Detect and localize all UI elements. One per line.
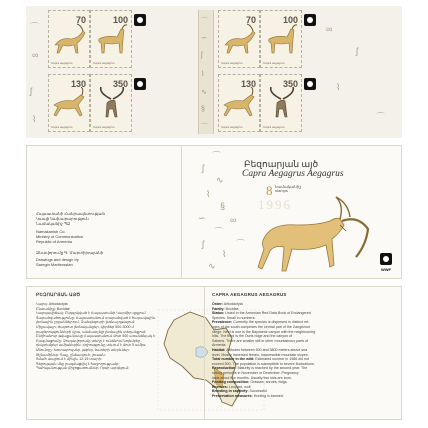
info-line-value: Artiodactyla [223,302,243,306]
petroglyph-glyph: ∿ [208,261,216,271]
credit-line: Ձևավորումը Գ. Մարտիրոսյանի [36,250,104,255]
petroglyph-glyph: ⌇ [32,114,37,124]
ibex-horned-icon [93,87,131,127]
stamp-value: 70 [75,15,86,25]
info-line-value: Bovidae [225,306,239,311]
info-line-value: Sabens. There are smaller still in other mountainous parts of [212,338,309,343]
stamp-value: 100 [112,15,128,25]
stamp-sheet [26,6,402,138]
petroglyph-glyph: ∞ [326,24,333,34]
credit-line: Saregin Martirossian [36,262,73,267]
info-text-english [212,302,315,398]
ibex-standing-icon [263,23,301,57]
credit-line: Drawings and design by [36,257,79,262]
wwf-panda-icon [380,253,392,265]
info-line-key: Feeding composition: [212,380,250,385]
petroglyph-glyph: ⌒ [236,239,246,249]
info-line: Բազմացումը: Զուգավորումը տեղի է ունենում նոյեմբեր- [36,338,142,343]
info-heading-armenian: ԲԵԶՈԱՐՅԱՆ ԱՅԾ [36,292,81,297]
info-line-value: Armenia. [212,343,227,348]
stamp-caption: Capra aegagrus [93,61,115,65]
stamp-ibex-standing[interactable] [90,10,132,68]
stamp-value: 70 [245,15,256,25]
petroglyph-glyph: ∿ [201,89,207,96]
stamp-value: 130 [70,79,86,89]
info-text-armenian [36,302,156,371]
info-line-key: Enemies: [212,384,228,389]
credit-line: Namakanish Co. [36,229,66,234]
petroglyph-glyph: ⌒ [376,112,386,122]
stamp-caption: Capra aegagrus [263,125,285,129]
petroglyph-glyph: ʃ [30,86,32,96]
info-line: դեկտեմբեր ամիսներին: Հղիությունը տևում է մոտ 5 ամիս: [36,343,147,348]
issue-year: 1996 [258,197,292,212]
stamp-count: 8 [266,183,273,198]
stamp-caption: Capra aegagrus [221,61,243,65]
ibex-leaping-icon [221,23,259,57]
stamp-value: 350 [112,79,128,89]
credit-line: Հայաստանի Հանրապետության [36,211,106,216]
petroglyph-glyph: ∽ [201,35,207,42]
info-line-value: lasts about five months. Usually two kids are born. [212,375,292,380]
petroglyph-glyph: ⌒ [212,151,222,161]
petroglyph-glyph: ⌇ [336,82,341,92]
info-line-value: Species. Small in numbers. [212,315,256,320]
info-line: Թշնամիներ: Գայլ, ընձառյուծ, լուսան: [36,352,106,357]
credit-line: Republic of Armenia [36,239,72,244]
info-line: Ընտանիք: Bovidae [36,306,70,311]
info-line-key: Status: [212,311,225,316]
petroglyph-glyph: ∿ [216,175,224,185]
info-line-key: Preservation measures: [212,393,253,398]
petroglyph-glyph: ∞ [230,215,237,225]
info-line-value: Grasses, shrubs, twigs. [250,380,288,385]
petroglyph-glyph: ∞ [32,50,39,60]
petroglyph-glyph: ⌇ [201,71,205,78]
credit-line: Նամականիշ ՊՁ [36,221,71,226]
stamp-caption: Capra aegagrus [51,125,73,129]
info-line: Ցմահ ապրում է մինչև 12-15 տարի: [36,357,102,362]
info-line-value: hills. The third is the Ouris ridge and the canyon of [212,334,293,339]
petroglyph-glyph: ⌇ [222,249,227,259]
petroglyph-glyph: ⌒ [201,124,208,131]
info-panel [26,286,402,420]
ibex-running-icon [221,87,259,121]
stamp-value: 350 [282,79,298,89]
wwf-label: WWF [381,267,391,272]
info-line-value: Successful [249,389,267,394]
info-line-value: range. Next is one is the Bayosenz canyon with the neighbouring [212,329,316,334]
stamp-value: 100 [282,15,298,25]
info-line: Պահպանության միջոցառումներ: Որսի արգելում: [36,366,130,371]
info-line [212,394,315,399]
ibex-standing-icon [93,23,131,57]
stamp-ibex-running[interactable] [218,74,260,132]
info-line-key: Reproduction: [212,366,237,371]
stamp-ibex-leaping[interactable] [218,10,260,68]
ibex-leaping-icon [51,23,89,57]
info-line: Կարգ: Artiodactyla [36,302,68,306]
stamp-value: 130 [240,79,256,89]
info-line-key: Total number in the wild: [212,357,255,362]
petroglyph-glyph: ⌒ [201,18,208,25]
petroglyph-glyph: ∽ [198,213,206,223]
info-line: Ընդհանուր թվաքանակը Հայաստանում մոտ 500 առանձնյակ է: [36,334,156,339]
stamp-ibex-leaping[interactable] [48,10,90,68]
petroglyph-glyph: ʃ [201,52,203,59]
stamp-caption: Capra aegagrus [51,61,73,65]
ibex-running-icon [51,87,89,121]
info-line: Տարածվածությունը: Հայաստանում տարածված է հարավային [36,315,155,320]
credit-line: Ministry of Communication [36,234,84,239]
info-line-key: Prevalence: [212,320,233,325]
info-line-key: Family: [212,306,225,311]
info-line-value: Leopard, wolf. [228,384,252,389]
stamp-count-label [275,185,301,193]
cover-title-latin: Capra Aegagrus Aegagrus [242,169,344,179]
info-heading-latin: CAPRA AEGAGRUS AEGAGRUS [212,292,287,297]
petroglyph-glyph: § [201,106,205,113]
stamp-caption: Capra aegagrus [221,125,243,129]
info-line-value: uges of the south comprises the central part of the Zangezour [212,324,311,329]
petroglyph-glyph: § [220,201,226,211]
info-line: լեռնային շրջաններում, Զանգեզուրի լեռնաշղթայում: [36,320,136,325]
petroglyph-glyph: ʃ [356,46,358,56]
info-line: Կարգավիճակ: Ընդգրկված է Հայաստանի Կարմիր գրքում [36,311,146,316]
stamp-ibex-horned[interactable] [260,74,302,132]
info-line-value: Listed in the Armenian Red Data Book of Endangered [225,311,311,316]
credit-line: Կապի նախարարություն [36,216,89,221]
ibex-illustration-icon [248,195,372,277]
fold-line [204,286,205,420]
wwf-panda-icon [304,14,316,26]
info-line: Գերության մեջ բազմացվել է հաջողությամբ: [36,361,120,366]
info-line: Միջավայր: Ժայռոտ լեռնալանջեր, կիրճեր 500-3000 մ [36,324,134,329]
wwf-panda-icon [304,78,316,90]
cover-title-armenian: Բեզոարյան այծ [244,159,319,169]
sheet-gutter-strip [198,10,214,134]
credits-block [36,211,105,267]
info-line-key: Breeding in captivity: [212,389,249,394]
stamp-count-label-am: նամականիշ [275,184,302,189]
info-line: բարձրությունների վրա, անմատչելի լեռնային տեղանքում: [36,329,147,334]
petroglyph-glyph: ⌇ [206,189,211,199]
stamp-caption: Capra aegagrus [93,125,115,129]
wwf-panda-icon [134,78,146,90]
petroglyph-glyph: ʃ [202,163,204,173]
info-line-value: rutting period is in November or December. Pregnancy [212,370,299,375]
wwf-panda-icon [134,14,146,26]
booklet-cover [26,145,402,279]
info-line: Սնունդը: Խոտաբույսեր, թփեր, ծառերի տերևներ: [36,347,130,352]
stamp-caption: Capra aegagrus [263,61,285,65]
petroglyph-glyph: ʃ [202,239,204,249]
info-line-value: Estimated number in 1986 did not [255,357,310,362]
ibex-horned-icon [263,87,301,127]
info-line-value: level. Mostly traversed terrain, inaccessible mountain slopes. [212,352,309,357]
info-line-value: Hunting is banned. [253,393,284,398]
info-line-key: Order: [212,302,223,306]
stamp-ibex-standing[interactable] [260,10,302,68]
info-line-value: Maturity is reached by the second year. The [237,366,308,371]
stamp-count-label-en: stamps [275,188,288,193]
info-line-key: Habitat: [212,347,226,352]
stamp-ibex-running[interactable] [48,74,90,132]
fold-line [181,145,182,279]
info-line-value: Currently the species is dispersed in distinct ref- [233,320,310,325]
stamp-ibex-horned[interactable] [90,74,132,132]
petroglyph-glyph: ⌒ [214,227,224,237]
info-line-value: Altitudes between 500 and 3800 meters above sea [226,347,308,352]
petroglyph-glyph: ⌒ [30,22,40,32]
info-line-value: exceed 500. The population is susceptible to severe fluctuations. [212,361,315,366]
